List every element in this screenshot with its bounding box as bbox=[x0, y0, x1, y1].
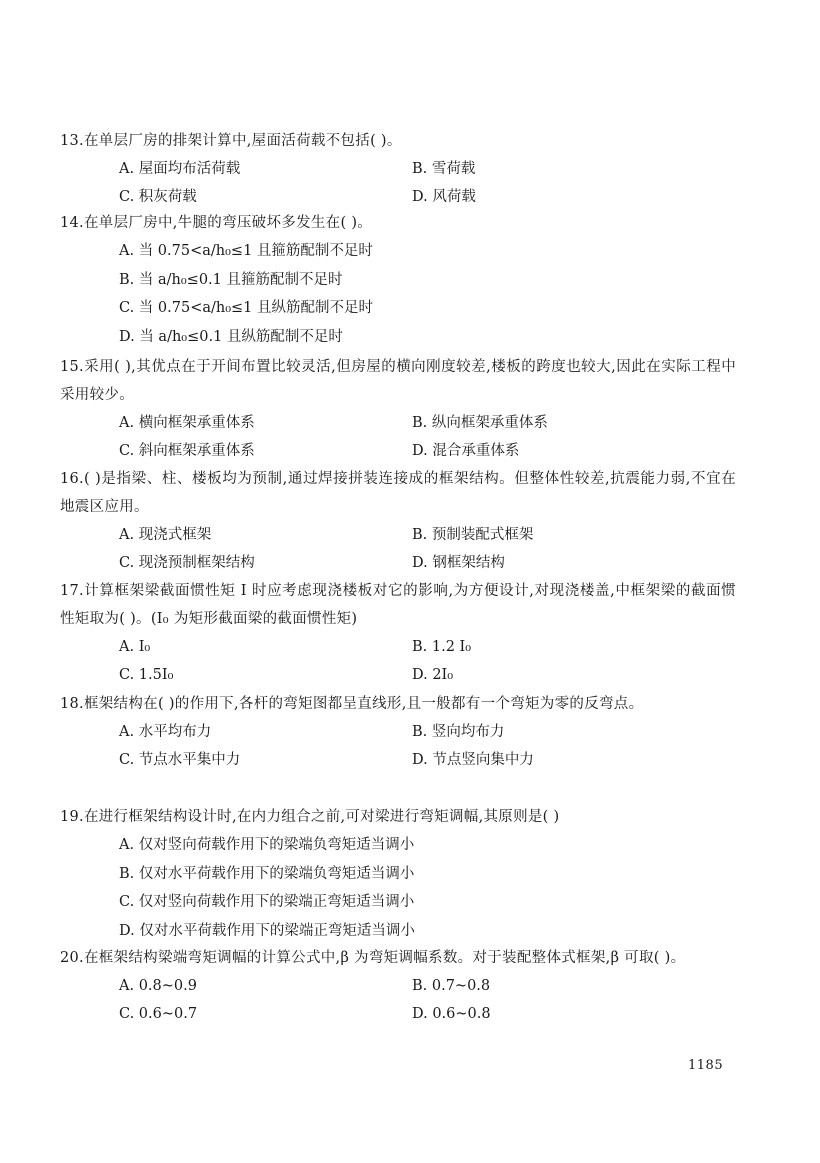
option-list bbox=[60, 831, 736, 945]
option-b: B. 当 a/h₀≤0.1 且箍筋配制不足时 bbox=[119, 271, 343, 288]
question-stem: 14.在单层厂房中,牛腿的弯压破坏多发生在( )。 bbox=[60, 215, 373, 231]
question-stem: 18.框架结构在( )的作用下,各杆的弯矩图都呈直线形,且一般都有一个弯矩为零的反弯点。 bbox=[60, 696, 644, 712]
option-d: D. 2I₀ bbox=[412, 667, 454, 683]
option-row bbox=[60, 1000, 736, 1028]
option-row bbox=[60, 746, 736, 774]
option-b: B. 竖向均布力 bbox=[412, 724, 505, 740]
option-c: C. 1.5I₀ bbox=[119, 667, 174, 683]
question-stem: 16.( )是指梁、柱、楼板均为预制,通过焊接拼装连接成的框架结构。但整体性较差,抗震能力弱,不宜在地震区应用。 bbox=[60, 471, 736, 515]
question-15 bbox=[60, 353, 736, 465]
option-list bbox=[60, 237, 736, 351]
option-d: D. 0.6~0.8 bbox=[412, 1006, 491, 1022]
option-a: A. 0.8~0.9 bbox=[119, 978, 197, 994]
option-b: B. 1.2 I₀ bbox=[412, 639, 472, 655]
option-b: B. 0.7~0.8 bbox=[412, 978, 491, 994]
option-d: D. 钢框架结构 bbox=[412, 555, 505, 571]
option-row bbox=[60, 409, 736, 437]
option-c: C. 0.6~0.7 bbox=[119, 1006, 198, 1022]
option-a: A. 屋面均布活荷载 bbox=[119, 161, 241, 177]
option-row bbox=[60, 521, 736, 549]
option-b: B. 雪荷载 bbox=[412, 161, 476, 177]
option-c: C. 节点水平集中力 bbox=[119, 752, 241, 768]
question-14 bbox=[60, 209, 736, 351]
option-d: D. 仅对水平荷载作用下的梁端正弯矩适当调小 bbox=[119, 922, 415, 939]
option-d: D. 风荷载 bbox=[412, 189, 476, 205]
option-a: A. 现浇式框架 bbox=[119, 527, 212, 543]
option-c: C. 仅对竖向荷载作用下的梁端正弯矩适当调小 bbox=[119, 894, 415, 910]
option-a: A. 仅对竖向荷载作用下的梁端负弯矩适当调小 bbox=[119, 837, 415, 853]
question-16 bbox=[60, 465, 736, 577]
option-d: D. 当 a/h₀≤0.1 且纵筋配制不足时 bbox=[119, 328, 343, 345]
option-row bbox=[60, 633, 736, 661]
question-19 bbox=[60, 803, 736, 945]
option-a: A. 当 0.75<a/h₀≤1 且箍筋配制不足时 bbox=[119, 243, 373, 259]
question-20 bbox=[60, 944, 736, 1028]
option-row bbox=[60, 437, 736, 465]
option-c: C. 积灰荷载 bbox=[119, 189, 197, 205]
option-b: B. 预制装配式框架 bbox=[412, 527, 534, 543]
option-b: B. 仅对水平荷载作用下的梁端负弯矩适当调小 bbox=[119, 865, 415, 882]
option-c: C. 斜向框架承重体系 bbox=[119, 443, 255, 459]
option-c: C. 现浇预制框架结构 bbox=[119, 555, 255, 571]
option-d: D. 节点竖向集中力 bbox=[412, 752, 534, 768]
question-stem: 13.在单层厂房的排架计算中,屋面活荷载不包括( )。 bbox=[60, 133, 402, 149]
question-stem: 19.在进行框架结构设计时,在内力组合之前,可对梁进行弯矩调幅,其原则是( ) bbox=[60, 809, 560, 825]
option-b: B. 纵向框架承重体系 bbox=[412, 415, 548, 431]
option-row bbox=[60, 661, 736, 689]
question-13 bbox=[60, 127, 736, 211]
option-a: A. 水平均布力 bbox=[119, 724, 212, 740]
option-row bbox=[60, 183, 736, 211]
option-row bbox=[60, 972, 736, 1000]
option-row bbox=[60, 155, 736, 183]
question-stem: 17.计算框架梁截面惯性矩 I 时应考虑现浇楼板对它的影响,为方便设计,对现浇楼盖,中框架梁的截面惯性矩取为( )。(I₀ 为矩形截面梁的截面惯性矩) bbox=[60, 583, 736, 627]
option-row bbox=[60, 549, 736, 577]
option-d: D. 混合承重体系 bbox=[412, 443, 520, 459]
question-stem: 20.在框架结构梁端弯矩调幅的计算公式中,β 为弯矩调幅系数。对于装配整体式框架,β 可取( )。 bbox=[60, 950, 686, 966]
option-c: C. 当 0.75<a/h₀≤1 且纵筋配制不足时 bbox=[119, 300, 374, 316]
question-17 bbox=[60, 577, 736, 689]
option-a: A. I₀ bbox=[119, 639, 151, 655]
question-18 bbox=[60, 690, 736, 774]
page-number: 1185 bbox=[688, 1058, 724, 1073]
option-a: A. 横向框架承重体系 bbox=[119, 415, 255, 431]
option-row bbox=[60, 718, 736, 746]
question-stem: 15.采用( ),其优点在于开间布置比较灵活,但房屋的横向刚度较差,楼板的跨度也较大,因此在实际工程中采用较少。 bbox=[60, 359, 736, 403]
